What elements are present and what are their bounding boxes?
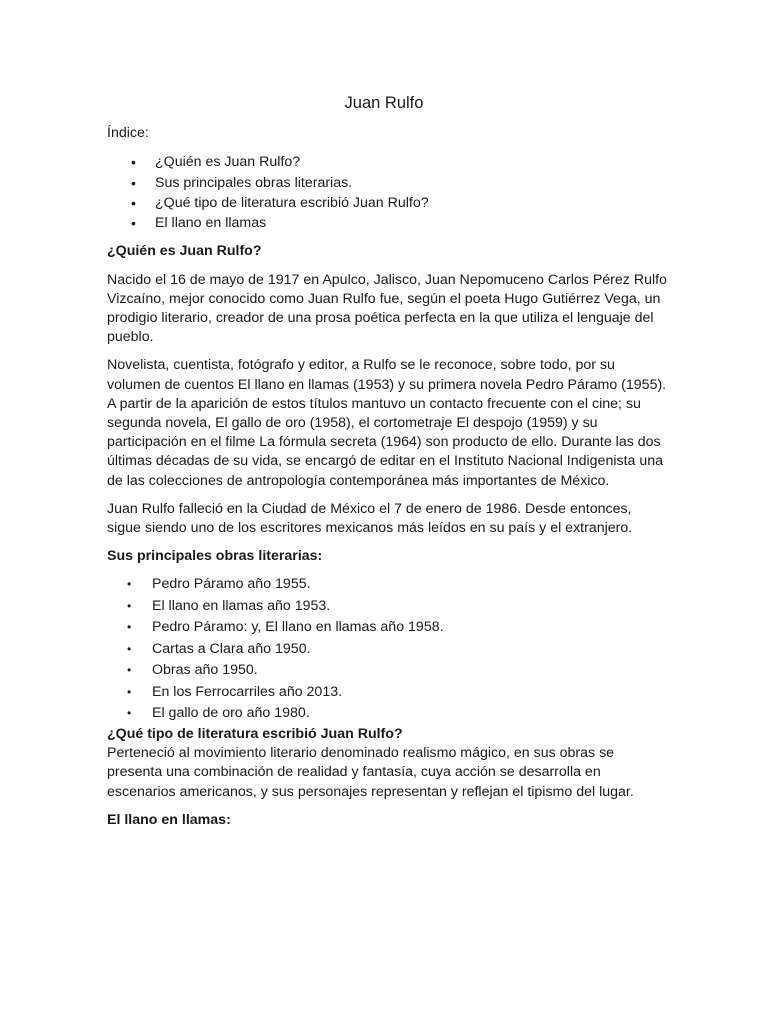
paragraph: Nacido el 16 de mayo de 1917 en Apulco, Jalisco, Juan Nepomuceno Carlos Pérez Rulfo Vizcaíno, mejor conocido como Juan Rulfo fue, según el poeta Hugo Gutiérrez Vega, un prodigio literario, creador de una prosa poética perfecta en la que utiliza el lenguaje del pueblo. — [107, 271, 667, 346]
toc-item: • Sus principales obras literarias. — [107, 173, 667, 193]
list-item: • Cartas a Clara año 1950. — [107, 639, 667, 661]
works-list — [107, 574, 667, 725]
list-item: • En los Ferrocarriles año 2013. — [107, 682, 667, 704]
toc-item: • ¿Quién es Juan Rulfo? — [107, 152, 667, 172]
index-label: Índice: — [107, 125, 149, 141]
table-of-contents — [107, 152, 667, 233]
list-item: • Obras año 1950. — [107, 660, 667, 682]
section-heading-who: ¿Quién es Juan Rulfo? — [107, 243, 262, 260]
toc-item: • ¿Qué tipo de literatura escribió Juan Rulfo? — [107, 193, 667, 213]
document-body — [107, 124, 667, 839]
section-heading-literature: ¿Qué tipo de literatura escribió Juan Rulfo? — [107, 725, 403, 742]
list-item: • Pedro Páramo: y, El llano en llamas año 1958. — [107, 617, 667, 639]
paragraph: Novelista, cuentista, fotógrafo y editor, a Rulfo se le reconoce, sobre todo, por su volumen de cuentos El llano en llamas (1953) y su primera novela Pedro Páramo (1955). A partir de la aparición de estos títulos mantuvo un contacto frecuente con el cine; su segunda novela, El gallo de oro (1958), el cortometraje El despojo (1959) y su participación en el filme La fórmula secreta (1964) son producto de ello. Durante las dos últimas décadas de su vida, se encargó de editar en el Instituto Nacional Indigenista una de las colecciones de antropología contemporánea más importantes de México. — [107, 357, 667, 489]
document-title: Juan Rulfo — [344, 94, 424, 112]
list-item: • El llano en llamas año 1953. — [107, 596, 667, 618]
toc-item: • El llano en llamas — [107, 213, 667, 233]
list-item: • Pedro Páramo año 1955. — [107, 574, 667, 596]
paragraph: Juan Rulfo falleció en la Ciudad de México el 7 de enero de 1986. Desde entonces, sigue siendo uno de los escritores mexicanos más leídos en su país y el extranjero. — [107, 500, 633, 537]
paragraph: Perteneció al movimiento literario denominado realismo mágico, en sus obras se presenta una combinación de realidad y fantasía, cuya acción se desarrolla en escenarios americanos, y sus personajes representan y reflejan el tipismo del lugar. — [107, 745, 634, 800]
section-heading-works: Sus principales obras literarias: — [107, 548, 323, 565]
section-heading-llano: El llano en llamas: — [107, 811, 231, 828]
list-item: • El gallo de oro año 1980. — [107, 703, 667, 725]
